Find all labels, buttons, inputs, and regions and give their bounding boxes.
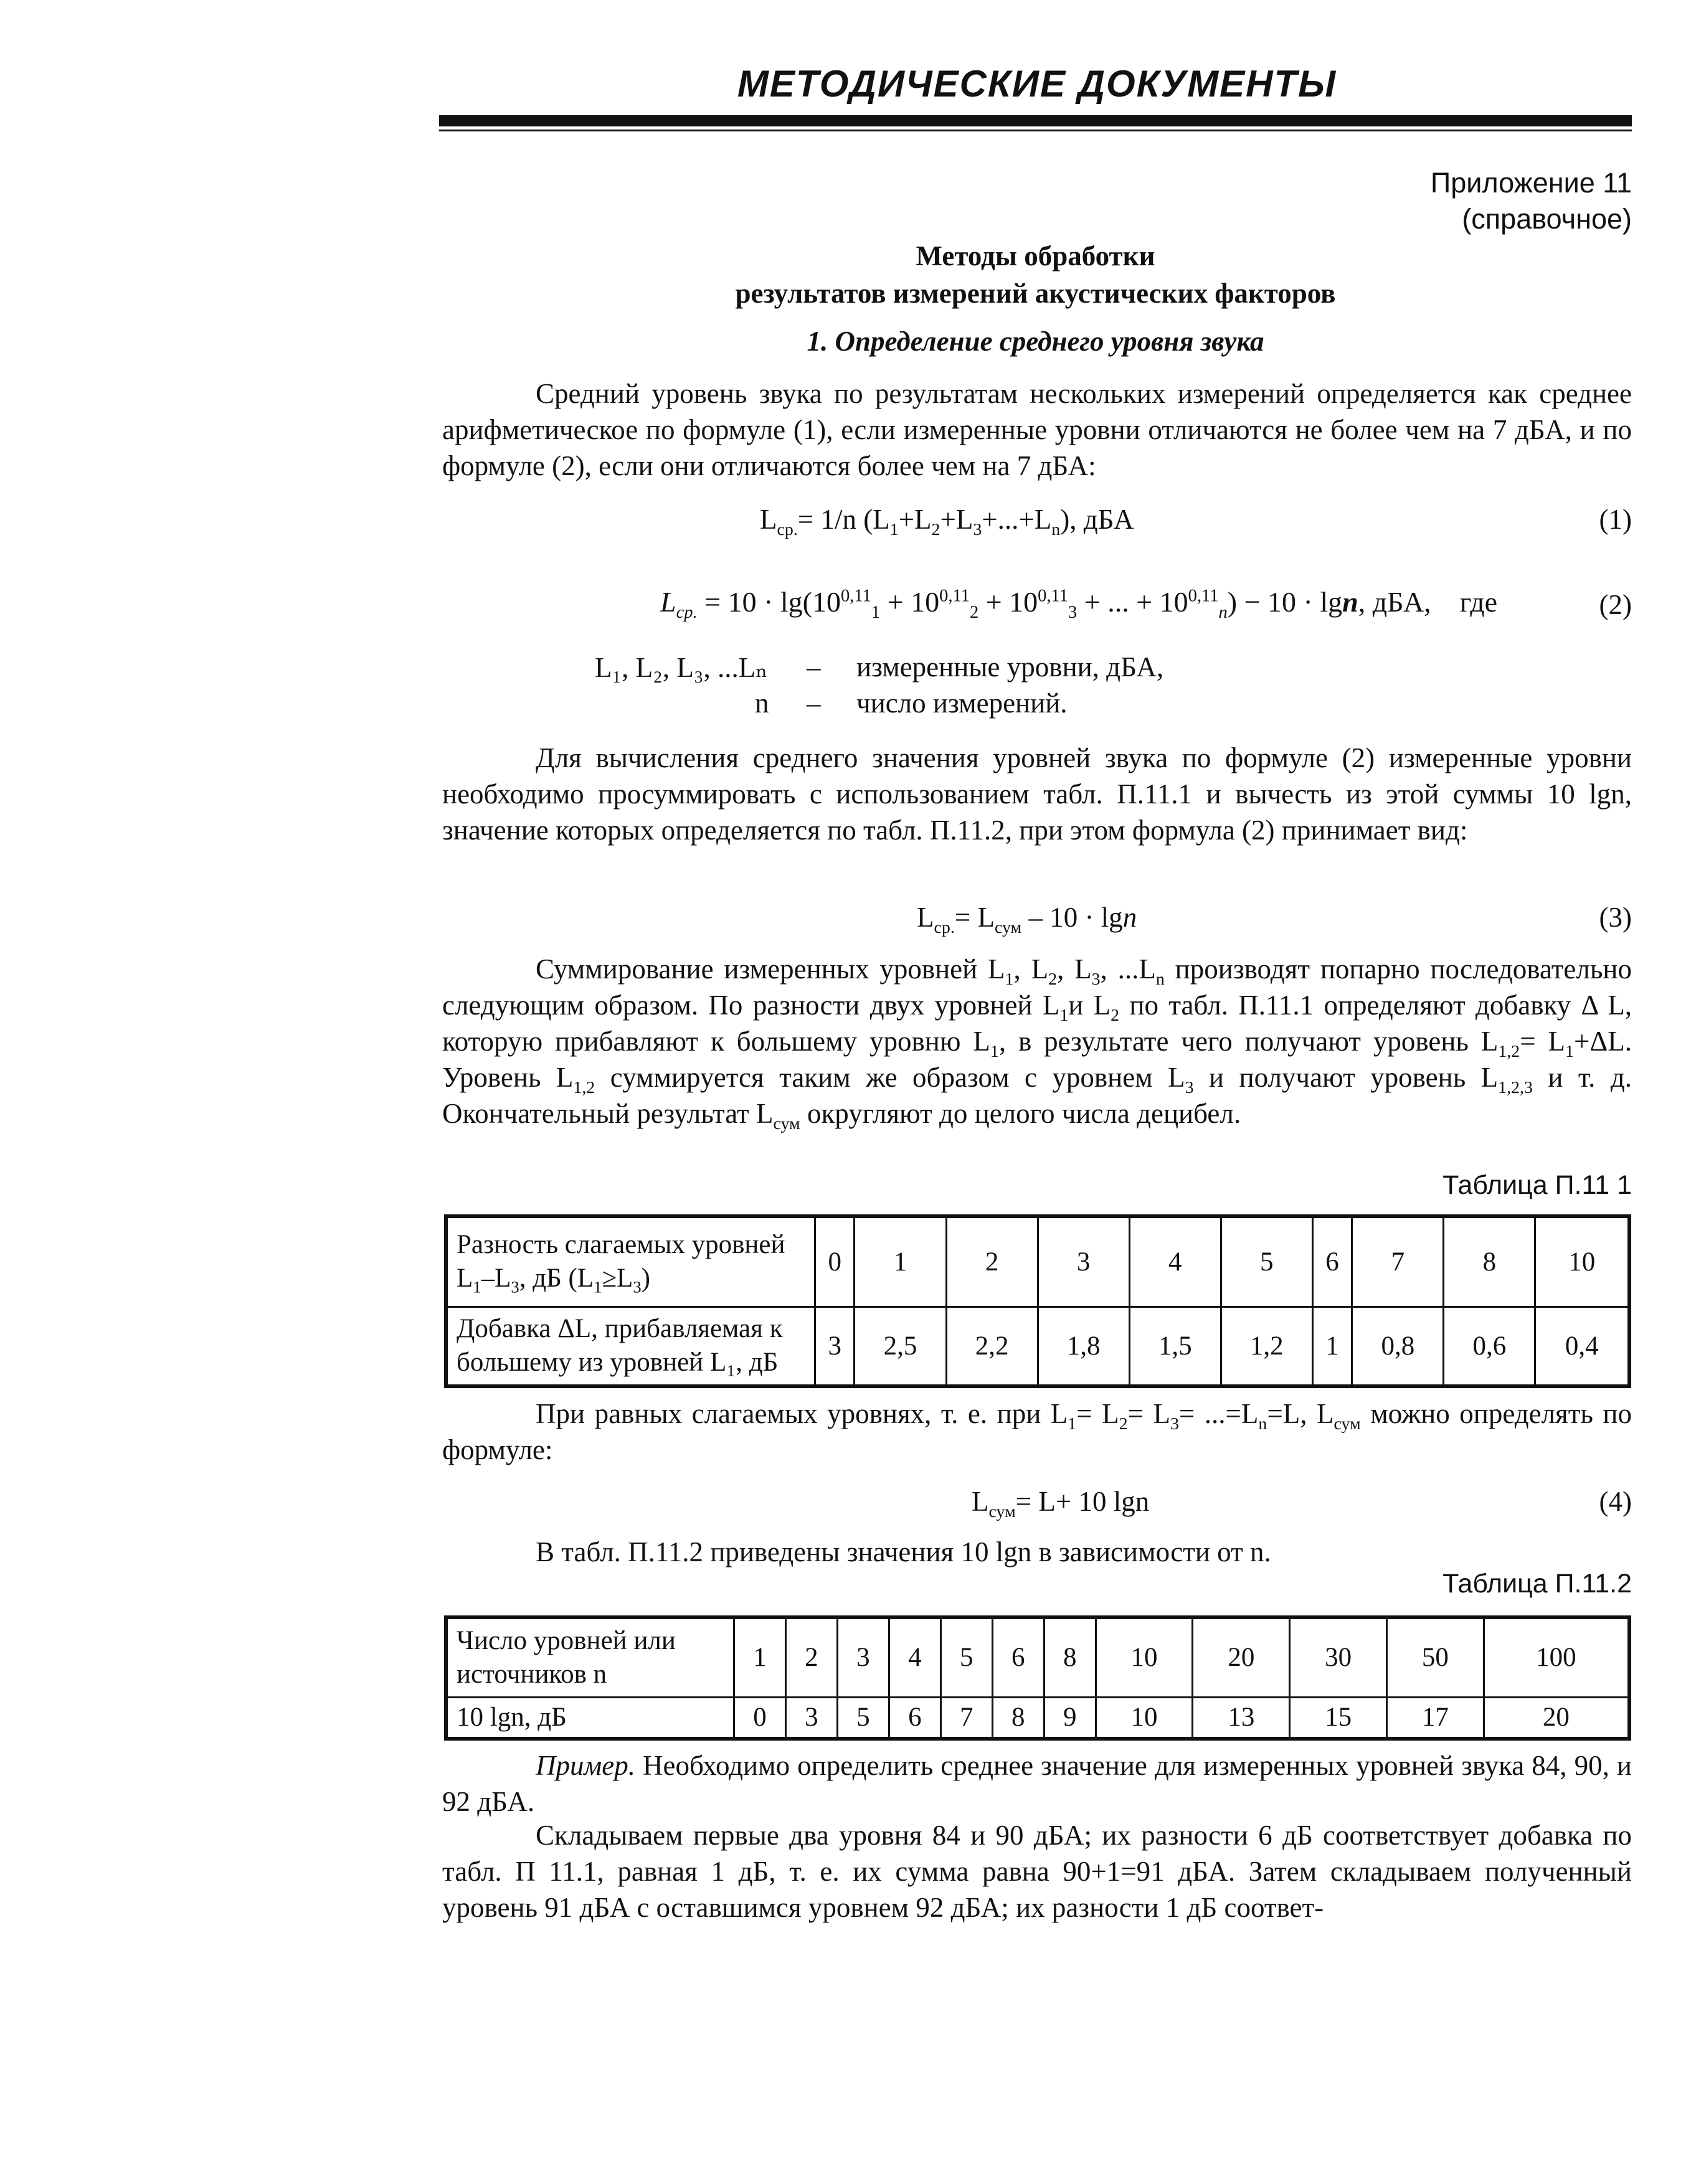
- table-row: [446, 1307, 1629, 1386]
- definition-dash: –: [807, 651, 821, 683]
- table-cell: 1,5: [1129, 1307, 1221, 1386]
- table-row: [446, 1617, 1629, 1697]
- table-cell: 7: [940, 1697, 992, 1739]
- paragraph-intro: [442, 376, 1632, 484]
- header-title: МЕТОДИЧЕСКИЕ ДОКУМЕНТЫ: [737, 63, 1337, 105]
- formula-2: $L_{ср.} = 10 \cdot \lg(10^{0,11}_1 + 10^{0,11}_2 + 10^{0,11}_3$ + ... + $10^{0,11}_n) - 10 \cdot \lg n$, дБА, где: [660, 586, 1498, 623]
- table-cell: 0,8: [1352, 1307, 1444, 1386]
- table-cell: 5: [940, 1617, 992, 1697]
- table-cell: 20: [1484, 1697, 1629, 1739]
- table-cell: 100: [1484, 1617, 1629, 1697]
- table-cell: 0,4: [1535, 1307, 1629, 1386]
- paragraph-equal-levels: [442, 1396, 1632, 1468]
- table-2-caption: Таблица П.11.2: [1442, 1569, 1632, 1599]
- table-cell: 0,6: [1444, 1307, 1535, 1386]
- table-cell: 9: [1044, 1697, 1096, 1739]
- table-cell: 8: [992, 1697, 1044, 1739]
- table-cell: 10: [1096, 1617, 1193, 1697]
- table-cell: 10: [1535, 1216, 1629, 1307]
- formula-3: $L_{ср.}= L_{сум} - 10 \cdot \lg n$: [917, 902, 1137, 937]
- paragraph-example-steps: [442, 1817, 1632, 1926]
- table-cell: 20: [1193, 1617, 1290, 1697]
- formula-1: $L_{ср.}= 1/n$ $(L_1+L_2+L_3+...+L_n)$, дБА: [760, 504, 1134, 539]
- table-cell: 1: [734, 1617, 786, 1697]
- table-cell: 3: [837, 1617, 889, 1697]
- table-row: [446, 1697, 1629, 1739]
- table-cell: 0: [815, 1216, 855, 1307]
- paragraph-table2-intro: [442, 1534, 1632, 1570]
- formula-2-number: (2): [1599, 589, 1632, 620]
- paragraph-example: [442, 1747, 1632, 1820]
- table-cell: 1,8: [1038, 1307, 1129, 1386]
- table-cell: 4: [1129, 1216, 1221, 1307]
- formula-4: $L_{сум}= L+ 10$ lgn: [972, 1486, 1150, 1521]
- table-cell: 2,5: [855, 1307, 946, 1386]
- paragraph-summation: [442, 951, 1632, 1132]
- table-cell: 2: [785, 1617, 837, 1697]
- paragraph-text: При равных слагаемых уровнях, т. е. при $L_1= L_2= L_3= ...=L_n=L$, $L_{сум}$ можно определять по формуле:: [442, 1398, 1632, 1465]
- formula-4-number: (4): [1599, 1486, 1632, 1517]
- table-cell: 50: [1386, 1617, 1484, 1697]
- table-cell: 5: [837, 1697, 889, 1739]
- table-row: [446, 1216, 1629, 1307]
- definition-symbol: n: [755, 688, 769, 719]
- formula-3-number: (3): [1599, 902, 1632, 933]
- appendix-type: (справочное): [1462, 203, 1632, 235]
- table-cell: 5: [1221, 1216, 1312, 1307]
- table-cell: 3: [785, 1697, 837, 1739]
- table-1: [444, 1214, 1631, 1388]
- table-cell: 1: [1312, 1307, 1352, 1386]
- table-cell: 15: [1290, 1697, 1387, 1739]
- appendix-label: Приложение 11: [1430, 167, 1632, 199]
- table-cell: 10: [1096, 1697, 1193, 1739]
- table-cell: 6: [889, 1697, 940, 1739]
- table-cell: 30: [1290, 1617, 1387, 1697]
- document-title-line-2: результатов измерений акустических факторов: [735, 278, 1336, 309]
- table-row-header: Добавка ΔL, прибавляемая к большему из уровней L₁, дБ: [446, 1307, 815, 1386]
- formula-2-where: где: [1459, 586, 1498, 618]
- paragraph-text: Для вычисления среднего значения уровней звука по формуле (2) измеренные уровни необходимо просуммировать с использованием табл. П.11.1 и вычесть из этой суммы 10 lgn, значение которых определяется по табл. П.11.2, при этом формула (2) принимает вид:: [442, 742, 1632, 846]
- table-cell: 17: [1386, 1697, 1484, 1739]
- table-cell: 6: [992, 1617, 1044, 1697]
- paragraph-text: Средний уровень звука по результатам нескольких измерений определяется как среднее арифметическое по формуле (1), если измеренные уровни отличаются не более чем на 7 дБА, и по формуле (2), если они отличаются более чем на 7 дБА:: [442, 378, 1632, 481]
- table-cell: 1: [855, 1216, 946, 1307]
- table-cell: 8: [1044, 1617, 1096, 1697]
- definition-text: измеренные уровни, дБА,: [856, 651, 1164, 683]
- table-cell: 1,2: [1221, 1307, 1312, 1386]
- table-cell: 2: [946, 1216, 1038, 1307]
- header-rule-thin: [439, 130, 1632, 131]
- table-cell: 0: [734, 1697, 786, 1739]
- table-row-header: Число уровней или источников n: [446, 1617, 734, 1697]
- table-row-header: Разность слагаемых уровней $L_1-L_3$, дБ $(L_1\ge L_3)$: [446, 1216, 815, 1307]
- table-cell: 4: [889, 1617, 940, 1697]
- table-cell: 13: [1193, 1697, 1290, 1739]
- definition-text: число измерений.: [856, 688, 1068, 719]
- table-1-caption: Таблица П.11 1: [1442, 1170, 1632, 1200]
- definition-dash: –: [807, 688, 821, 719]
- paragraph-text: Пример. Необходимо определить среднее значение для измеренных уровней звука 84, 90, и 92 дБА.: [442, 1750, 1632, 1817]
- table-row-header: 10 lgn, дБ: [446, 1697, 734, 1739]
- header-rule: [439, 115, 1632, 126]
- paragraph-text: Суммирование измеренных уровней $L_1$, $L_2$, $L_3$, $...L_n$ производят попарно последовательно следующим образом. По разности двух уровней $L_1и$ $L_2$ по табл. П.11.1 определяют добавку Δ L, которую прибавляют к большему уровню $L_1$, в результате чего получают уровень $L_{1,2}= L_1+\Delta L$. Уровень $L_{1,2}$ суммируется таким же образом с уровнем $L_3$ и получают уровень $L_{1,2,3}$ и т. д. Окончательный результат $L_{сум}$ округляют до целого числа децибел.: [442, 953, 1632, 1133]
- table-cell: 2,2: [946, 1307, 1038, 1386]
- table-cell: 3: [1038, 1216, 1129, 1307]
- section-heading: 1. Определение среднего уровня звука: [807, 326, 1264, 357]
- table-cell: 8: [1444, 1216, 1535, 1307]
- table-cell: 7: [1352, 1216, 1444, 1307]
- table-cell: 6: [1312, 1216, 1352, 1307]
- table-cell: 3: [815, 1307, 855, 1386]
- table-2: [444, 1615, 1631, 1741]
- formula-1-number: (1): [1599, 504, 1632, 535]
- document-title-line-1: Методы обработки: [916, 240, 1155, 272]
- paragraph-text: В табл. П.11.2 приведены значения 10 lgn в зависимости от n.: [536, 1536, 1271, 1567]
- paragraph-text: Складываем первые два уровня 84 и 90 дБА; их разности 6 дБ соответствует добавка по табл. П 11.1, равная 1 дБ, т. е. их сумма равна 90+1=91 дБА. Затем складываем полученный уровень 91 дБА с оставшимся уровнем 92 дБА; их разности 1 дБ соответ-: [442, 1820, 1632, 1923]
- paragraph-sum-method: [442, 740, 1632, 848]
- definition-symbol: L₁, L₂, L₃, ...Lₙ: [595, 652, 768, 683]
